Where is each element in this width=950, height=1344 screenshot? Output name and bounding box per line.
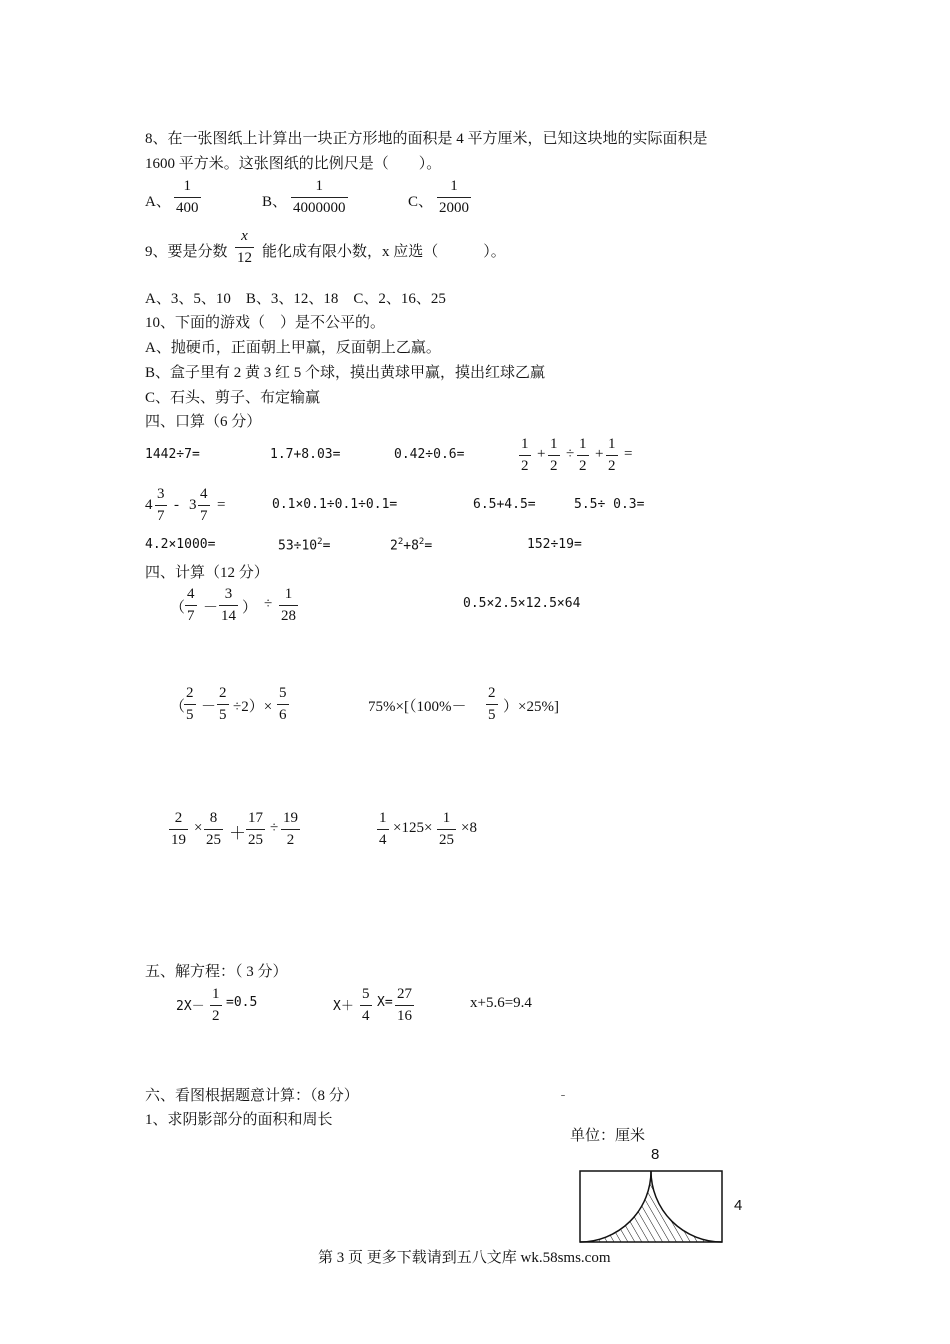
shaded-area-figure xyxy=(578,1168,724,1244)
calc-e1-frac-3: $\frac{1}{28}$ xyxy=(281,586,296,624)
oral-item-3c: $2^2+8^2=$ xyxy=(390,537,433,554)
equations-section-title: 五、解方程：（ 3 分） xyxy=(145,964,288,980)
oral-item-3b: $53\div 10^2=$ xyxy=(278,537,331,554)
calc-e4-prefix: 75%×[（100%－ xyxy=(368,699,467,715)
q9-prefix: 9、要是分数 xyxy=(145,244,228,260)
calc-e1-op-1: － xyxy=(203,600,219,616)
calc-e1-frac-1: $\frac{4}{7}$ xyxy=(187,586,195,624)
calc-e1-rparen: ） xyxy=(242,600,258,616)
q8-option-a-fraction: $\frac{1}{400}$ xyxy=(176,178,199,216)
oral-1d-frac-1: $\frac{1}{2}$ xyxy=(521,436,529,474)
page-footer: 第 3 页 更多下载请到五八文库 wk.58sms.com xyxy=(318,1250,611,1266)
q8-option-a-label: A、 xyxy=(145,194,171,210)
q10-option-b: B、盒子里有 2 黄 3 红 5 个球，摸出黄球甲赢，摸出红球乙赢 xyxy=(145,365,546,381)
figure-question-1: 1、求阴影部分的面积和周长 xyxy=(145,1112,333,1128)
unit-label: 单位：厘米 xyxy=(570,1128,646,1144)
calc-e5-op-3: ÷ xyxy=(270,820,279,836)
calc-e6-mid: ×125× xyxy=(393,820,433,836)
q9-fraction: $\frac{x}{12}$ xyxy=(237,228,252,266)
calc-e1-frac-2: $\frac{3}{14}$ xyxy=(221,586,236,624)
q8-line1: 8、在一张图纸上计算出一块正方形地的面积是 4 平方厘米，已知这块地的实际面积是 xyxy=(145,131,708,147)
oral-1d-equals: = xyxy=(624,446,633,462)
calc-e6-frac-1: $\frac{1}{4}$ xyxy=(379,810,387,848)
q10-option-c: C、石头、剪子、布定输赢 xyxy=(145,390,321,406)
oral-2a-whole-2: 3 xyxy=(189,497,197,513)
calc-e2: 0.5×2.5×12.5×64 xyxy=(463,596,581,611)
q10-option-a: A、抛硬币，正面朝上甲赢，反面朝上乙赢。 xyxy=(145,340,441,356)
calc-e3-frac-1: $\frac{2}{5}$ xyxy=(186,685,194,723)
oral-item-2b: 0.1×0.1÷0.1÷0.1= xyxy=(272,497,398,512)
figure-height-label: 4 xyxy=(734,1197,743,1214)
oral-item-3a: 4.2×1000= xyxy=(145,537,216,552)
figure-section-title: 六、看图根据题意计算：（8 分） xyxy=(145,1088,359,1104)
q8-option-c-fraction: $\frac{1}{2000}$ xyxy=(439,178,469,216)
calc-e5-frac-4: $\frac{19}{2}$ xyxy=(283,810,298,848)
oral-item-1b: 1.7+8.03= xyxy=(270,447,341,462)
oral-1d-op-2: ÷ xyxy=(566,446,575,462)
oral-section-title: 四、口算（6 分） xyxy=(145,414,262,430)
calc-e1-op-2: ÷ xyxy=(264,596,273,612)
eq2-fraction-1: $\frac{5}{4}$ xyxy=(362,986,370,1024)
stray-mark: ˉ xyxy=(561,1091,565,1105)
oral-item-1c: 0.42÷0.6= xyxy=(394,447,465,462)
calc-e3-frac-2: $\frac{2}{5}$ xyxy=(219,685,227,723)
oral-item-1a: 1442÷7= xyxy=(145,447,200,462)
calc-e4-suffix: ）×25%] xyxy=(503,699,559,715)
oral-2a-op: - xyxy=(174,497,179,513)
eq1-fraction: $\frac{1}{2}$ xyxy=(212,986,220,1024)
oral-1d-frac-2: $\frac{1}{2}$ xyxy=(550,436,558,474)
eq2-prefix: X＋ xyxy=(333,999,354,1014)
calc-e5-frac-1: $\frac{2}{19}$ xyxy=(171,810,186,848)
q10-stem: 10、下面的游戏（ ）是不公平的。 xyxy=(145,315,386,331)
oral-2a-frac-2: $\frac{4}{7}$ xyxy=(200,486,208,524)
q8-option-c-label: C、 xyxy=(408,194,434,210)
q9-options: A、3、5、10 B、3、12、18 C、2、16、25 xyxy=(145,291,446,307)
oral-1d-op-1: + xyxy=(537,446,546,462)
oral-item-2c: 6.5+4.5= xyxy=(473,497,536,512)
q8-option-b-label: B、 xyxy=(262,194,288,210)
figure-width-label: 8 xyxy=(651,1146,660,1163)
calc-e3-op-1: － xyxy=(201,699,217,715)
eq1-prefix: 2X－ xyxy=(176,999,205,1014)
calc-e3-frac-3: $\frac{5}{6}$ xyxy=(279,685,287,723)
eq1-suffix: =0.5 xyxy=(226,995,258,1010)
calc-e3-lparen: （ xyxy=(170,699,186,715)
calc-e5-op-2: ＋ xyxy=(229,824,246,843)
oral-item-2d: 5.5÷ 0.3= xyxy=(574,497,645,512)
q9-suffix: 能化成有限小数，x 应选（ ）。 xyxy=(262,244,506,260)
eq2-mid: X= xyxy=(377,995,393,1010)
oral-1d-op-3: + xyxy=(595,446,604,462)
calc-section-title: 四、计算（12 分） xyxy=(145,565,269,581)
calc-e6-suffix: ×8 xyxy=(461,820,477,836)
calc-e3-mid: ÷2）× xyxy=(233,699,273,715)
oral-2a-equals: = xyxy=(217,497,226,513)
calc-e1-lparen: （ xyxy=(170,600,186,616)
calc-e4-frac: $\frac{2}{5}$ xyxy=(488,685,496,723)
oral-2a-frac-1: $\frac{3}{7}$ xyxy=(157,486,165,524)
q8-option-b-fraction: $\frac{1}{4000000}$ xyxy=(293,178,346,216)
calc-e6-frac-2: $\frac{1}{25}$ xyxy=(439,810,454,848)
calc-e5-op-1: × xyxy=(194,820,203,836)
calc-e5-frac-3: $\frac{17}{25}$ xyxy=(248,810,263,848)
eq2-fraction-2: $\frac{27}{16}$ xyxy=(397,986,412,1024)
oral-1d-frac-4: $\frac{1}{2}$ xyxy=(608,436,616,474)
oral-1d-frac-3: $\frac{1}{2}$ xyxy=(579,436,587,474)
calc-e5-frac-2: $\frac{8}{25}$ xyxy=(206,810,221,848)
oral-2a-whole-1: 4 xyxy=(145,497,153,513)
oral-item-3d: 152÷19= xyxy=(527,537,582,552)
eq3: x+5.6=9.4 xyxy=(470,995,532,1011)
q8-line2: 1600 平方米。这张图纸的比例尺是（ ）。 xyxy=(145,156,442,172)
